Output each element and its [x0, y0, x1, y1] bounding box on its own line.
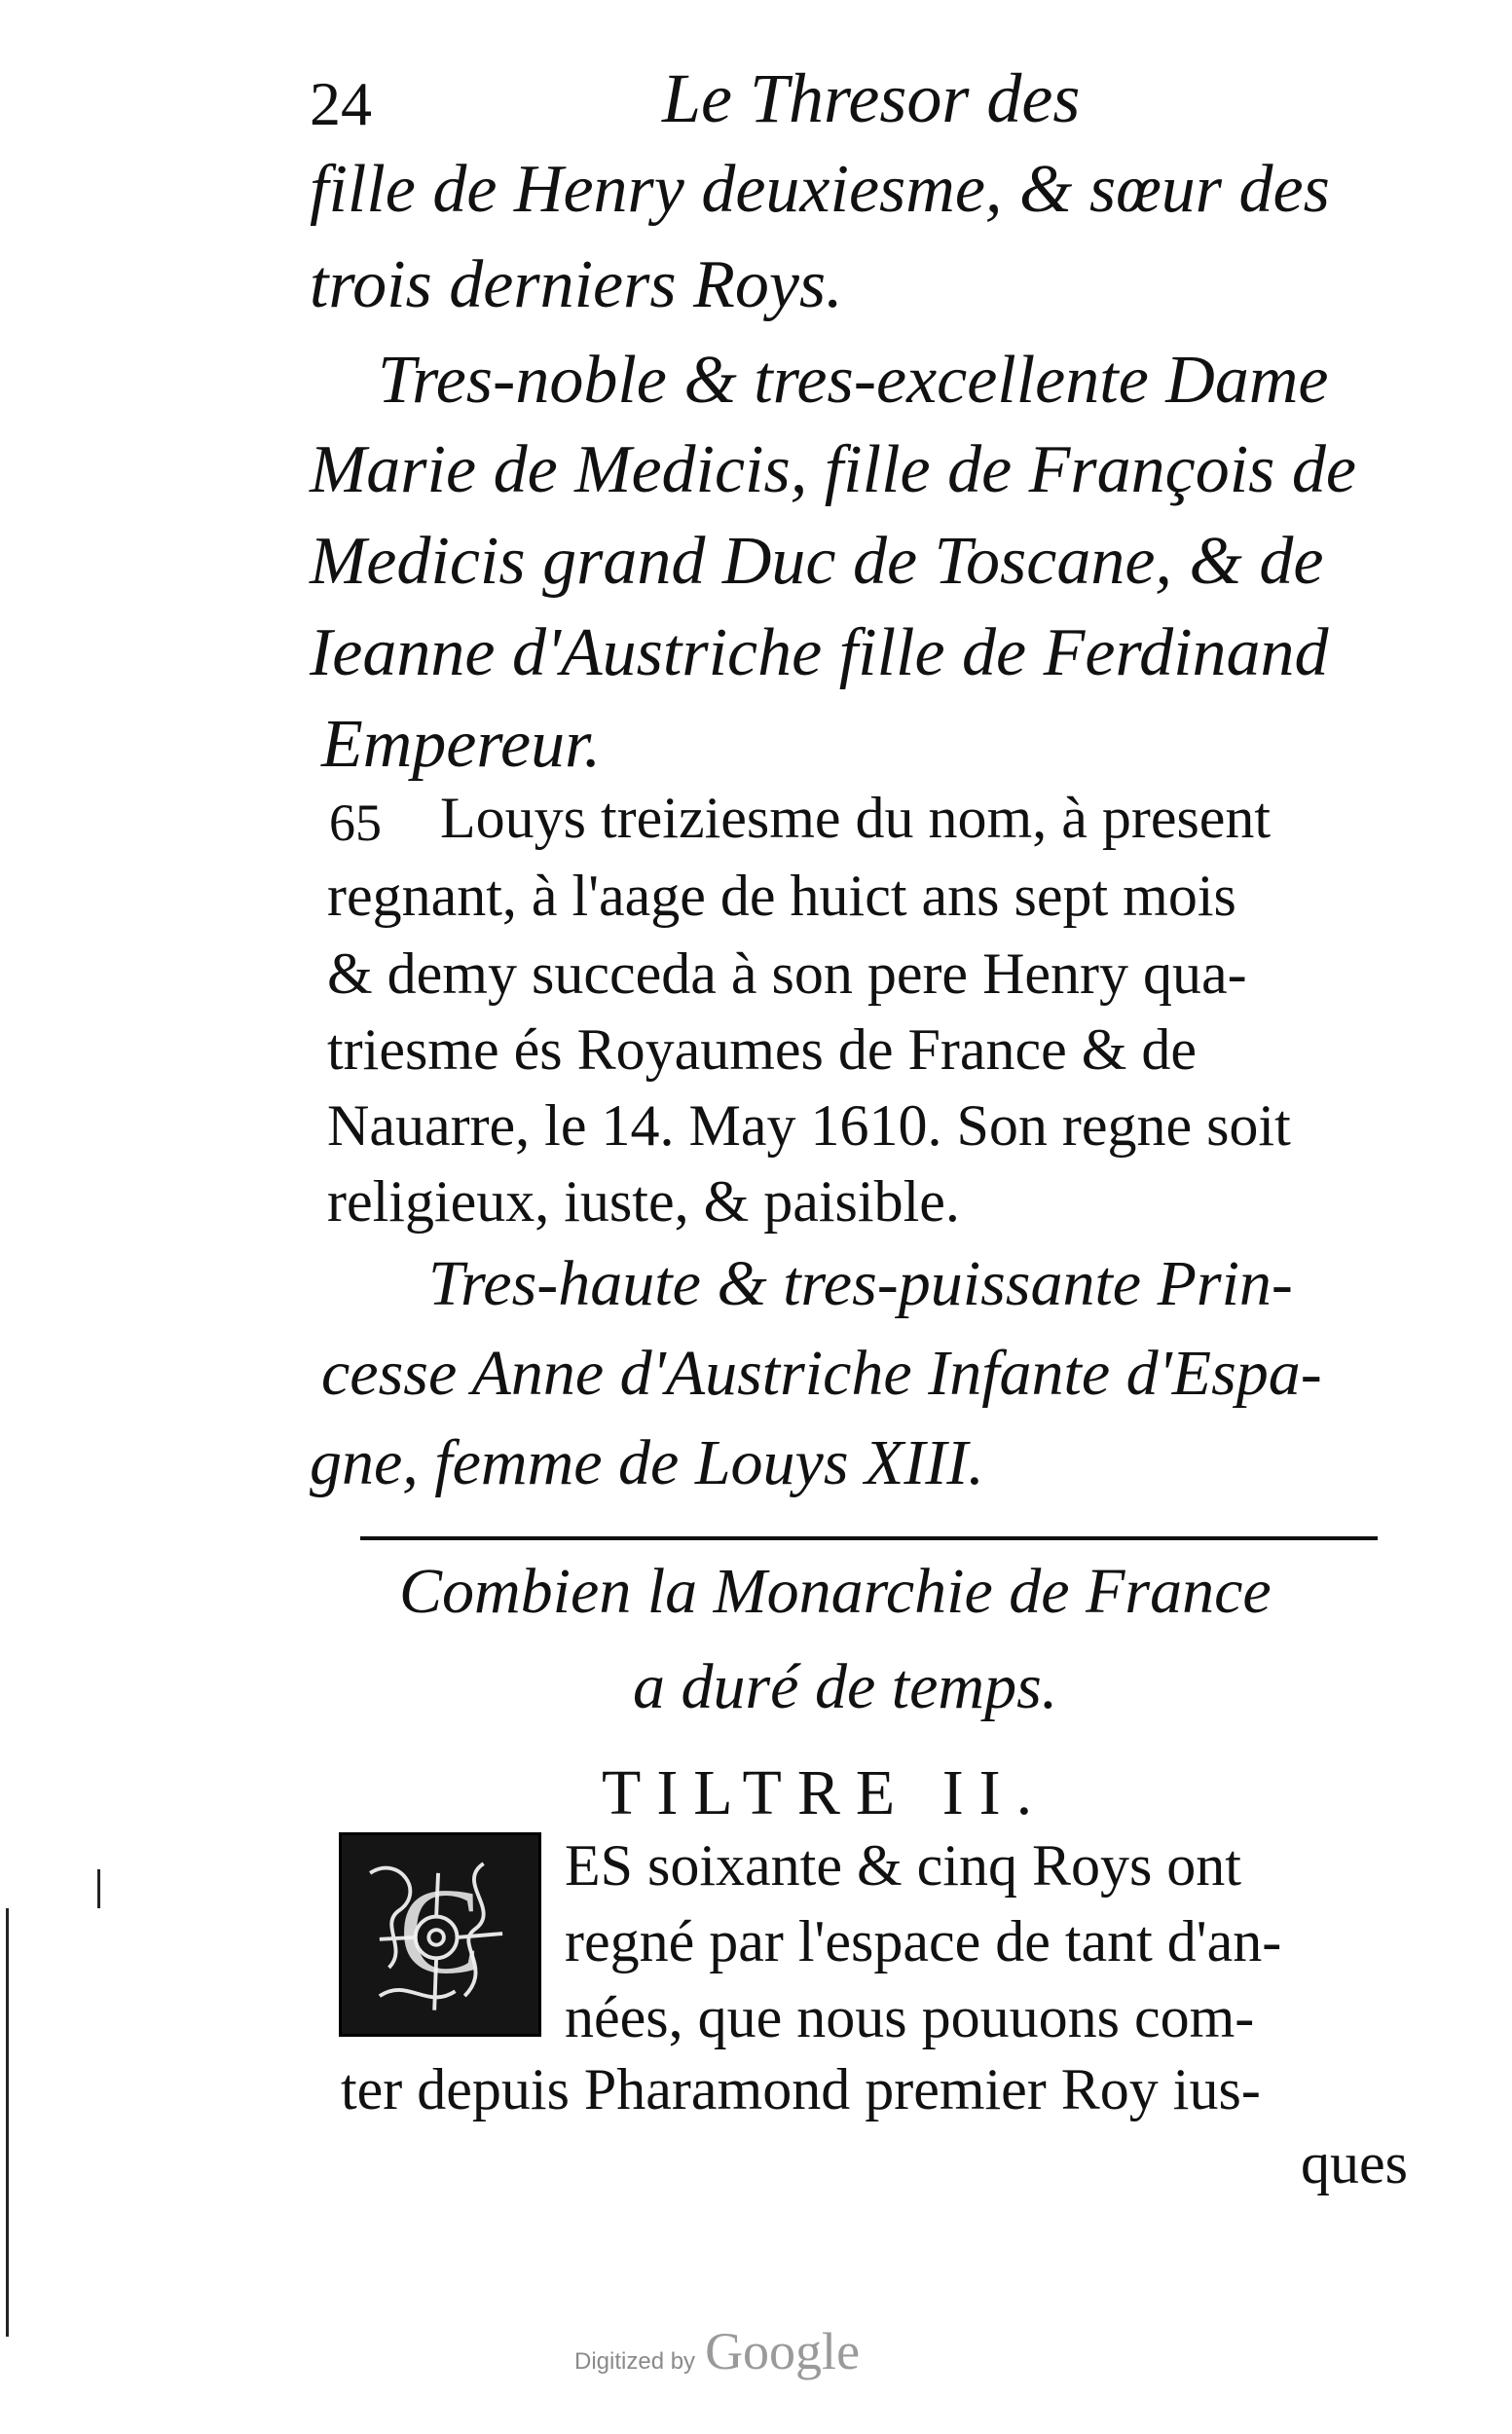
text-line: Tres-haute & tres-puissante Prin- — [428, 1248, 1293, 1319]
reign-number: 65 — [329, 793, 382, 852]
ornamental-initial — [339, 1832, 541, 2037]
text-line: Marie de Medicis, fille de François de — [310, 432, 1356, 507]
drop-cap-letter: C — [398, 1862, 482, 2000]
text-line: ques — [1301, 2131, 1408, 2195]
text-line: Medicis grand Duc de Toscane, & de — [310, 524, 1324, 599]
text-line: triesme és Royaumes de France & de — [327, 1017, 1198, 1082]
text-line: Nauarre, le 14. May 1610. Son regne soit — [327, 1093, 1291, 1158]
text-line: nées, que nous pouuons com- — [565, 1985, 1255, 2049]
text-line: regnant, à l'aage de huict ans sept mois — [327, 864, 1236, 928]
text-line: & demy succeda à son pere Henry qua- — [327, 941, 1247, 1006]
text-line: cesse Anne d'Austriche Infante d'Espa- — [321, 1338, 1322, 1409]
watermark-prefix: Digitized by — [574, 2348, 696, 2375]
ornamental-initial-graphic — [342, 1835, 538, 2034]
scan-edge-mark — [6, 1908, 9, 2337]
running-title: Le Thresor des — [662, 59, 1081, 137]
digitization-watermark — [574, 2321, 860, 2381]
page-number: 24 — [310, 69, 372, 138]
text-line: gne, femme de Louys XIII. — [310, 1427, 984, 1498]
text-line: ES soixante & cinq Roys ont — [565, 1833, 1241, 1898]
section-heading: a duré de temps. — [633, 1651, 1058, 1722]
text-line: Louys treiziesme du nom, à present — [440, 786, 1272, 850]
text-line: fille de Henry deuxiesme, & sœur des — [310, 152, 1330, 227]
text-line: Empereur. — [321, 707, 602, 782]
text-line: Ieanne d'Austriche fille de Ferdinand — [310, 615, 1329, 690]
chapter-title: TILTRE II. — [602, 1757, 1049, 1828]
section-divider — [360, 1536, 1378, 1540]
text-line: trois derniers Roys. — [310, 247, 843, 322]
text-line: religieux, iuste, & paisible. — [327, 1169, 960, 1234]
section-heading: Combien la Monarchie de France — [399, 1556, 1272, 1627]
scan-speck — [97, 1869, 100, 1908]
text-line: regné par l'espace de tant d'an- — [565, 1909, 1282, 1973]
watermark-brand: Google — [705, 2322, 861, 2380]
text-line: ter depuis Pharamond premier Roy ius- — [341, 2057, 1261, 2121]
text-line: Tres-noble & tres-excellente Dame — [378, 343, 1329, 418]
